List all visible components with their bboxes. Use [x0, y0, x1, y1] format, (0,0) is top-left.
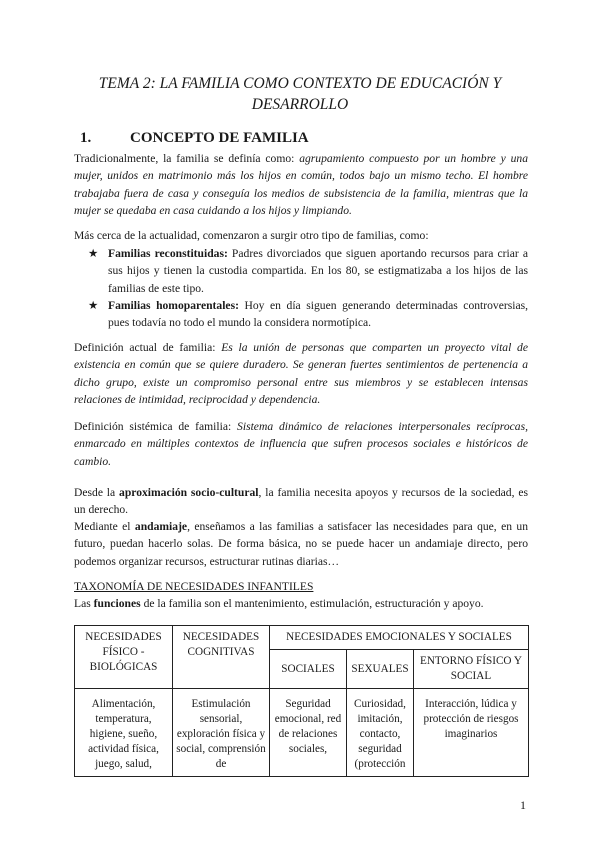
types-lead: Más cerca de la actualidad, comenzaron a surgir otro tipo de familias, como:: [74, 229, 429, 242]
cell-physical: Alimentación, temperatura, higiene, sueño, actividad física, juego, salud,: [75, 689, 173, 777]
traditional-definition: agrupamiento compuesto por un hombre y una mujer, unidos en matrimonio más los hijos en común, todos bajo un mismo techo. El hombre trabajaba fuera de casa y conseguía los medios de subsistencia de la familia, mientras que la mujer se quedaba en casa cuidando a los hijos y limpiando.: [74, 152, 528, 217]
scaffolding-after: , enseñamos a las familias a satisfacer las necesidades para que, en un futuro, puedan hacerlo solas. De forma básica, no se puede hacer un andamiaje directo, pero podemos organizar recursos, estructurar rutinas diarias…: [74, 520, 528, 568]
functions-term: funciones: [93, 597, 141, 610]
page-number: 1: [520, 798, 526, 812]
sociocultural-after: , la familia necesita apoyos y recursos de la sociedad, es un derecho.: [74, 486, 528, 517]
sociocultural-term: aproximación socio-cultural: [119, 486, 259, 499]
intro-paragraph: [74, 150, 528, 219]
systemic-definition-lead: Definición sistémica de familia:: [74, 420, 238, 433]
scaffolding-term: andamiaje: [134, 520, 188, 533]
family-type-name: Familias homoparentales:: [108, 298, 239, 312]
cell-social: Seguridad emocional, red de relaciones sociales,: [270, 689, 347, 777]
section-number: 1.: [80, 130, 92, 146]
systemic-definition-text: Sistema dinámico de relaciones interpersonales recíprocas, enmarcado en múltiples contextos de influencia que sufren procesos sociales e históricos de cambio.: [74, 420, 528, 468]
sociocultural-before: Desde la: [74, 486, 120, 499]
header-sexual: SEXUALES: [347, 650, 414, 689]
functions-after: de la familia son el mantenimiento, estimulación, estructuración y apoyo.: [140, 597, 484, 610]
header-cognitive: NECESIDADES COGNITIVAS: [173, 626, 270, 689]
cell-environment: Interacción, lúdica y protección de riesgos imaginarios: [414, 689, 529, 777]
header-environment: ENTORNO FÍSICO Y SOCIAL: [414, 650, 529, 689]
section-title: CONCEPTO DE FAMILIA: [130, 130, 309, 146]
document-title: TEMA 2: LA FAMILIA COMO CONTEXTO DE EDUCACIÓN Y DESARROLLO: [98, 75, 502, 113]
scaffolding-paragraph: [74, 518, 528, 570]
header-social: SOCIALES: [270, 650, 347, 689]
current-definition-lead: Definición actual de familia:: [74, 341, 222, 354]
section-heading: [80, 130, 309, 147]
sociocultural-paragraph: [74, 484, 528, 519]
list-item: [88, 245, 528, 297]
header-physical: NECESIDADES FÍSICO - BIOLÓGICAS: [75, 626, 173, 689]
taxonomy-heading: TAXONOMÍA DE NECESIDADES INFANTILES: [74, 580, 314, 593]
star-icon: ★: [88, 247, 99, 260]
cell-cognitive: Estimulación sensorial, exploración física y social, comprensión de: [173, 689, 270, 777]
family-type-name: Familias reconstituidas:: [108, 247, 228, 260]
family-types-list: [88, 245, 528, 331]
table-row: [75, 626, 529, 650]
needs-table: [74, 625, 529, 777]
list-item: [88, 297, 528, 332]
systemic-definition-paragraph: [74, 418, 528, 470]
cell-sexual: Curiosidad, imitación, contacto, seguridad (protección: [347, 689, 414, 777]
scaffolding-before: Mediante el: [74, 520, 135, 533]
star-icon: ★: [88, 298, 99, 312]
family-type-text: Padres divorciados que siguen aportando recursos para criar a sus hijos y tienen la custodia compartida. En los 80, se estigmatizaba a los hijos de las familias de este tipo.: [108, 247, 528, 295]
table-row: [75, 689, 529, 777]
family-type-text: Hoy en día siguen generando determinadas controversias, pues todavía no todo el mundo la considera normotípica.: [108, 298, 529, 330]
header-emotional: NECESIDADES EMOCIONALES Y SOCIALES: [270, 626, 529, 650]
functions-before: Las: [74, 597, 94, 610]
intro-lead: Tradicionalmente, la familia se definía como:: [74, 152, 300, 165]
functions-paragraph: [74, 595, 528, 612]
current-definition-paragraph: [74, 339, 528, 408]
current-definition-text: Es la unión de personas que comparten un proyecto vital de existencia en común que se quiere duradero. Se generan fuertes sentimientos de pertenencia a dicho grupo, existe un compromiso personal entre sus miembros y se establecen intensas relaciones de intimidad, reciprocidad y dependencia.: [74, 341, 528, 406]
